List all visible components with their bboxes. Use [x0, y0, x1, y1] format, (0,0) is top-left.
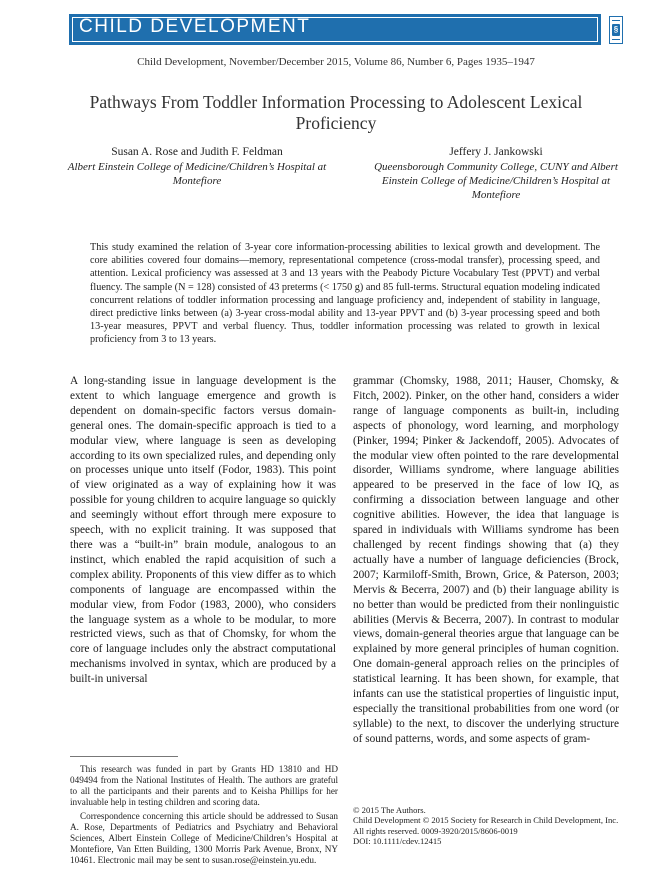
- author-names: Jeffery J. Jankowski: [449, 146, 543, 158]
- correspondence-note: Correspondence concerning this article should be addressed to Susan A. Rose, Departments of Pediatrics and Psychiatry and Behavioral Sciences, Albert Einstein College of Medicine/Children’s Hospital at Montefiore, Van Etten Building, 1300 Morris Park Avenue, Bronx, NY 10461. Electronic mail may be sent to susan.rose@einstein.yu.edu.: [70, 811, 338, 865]
- copyright-line: Child Development © 2015 Society for Research in Child Development, Inc.: [353, 815, 619, 826]
- doi-line: DOI: 10.1111/cdev.12415: [353, 836, 442, 847]
- author-block-left: [66, 145, 328, 188]
- journal-citation: Child Development, November/December 2015, Volume 86, Number 6, Pages 1935–1947: [137, 56, 535, 68]
- journal-banner: [69, 14, 601, 45]
- copyright-line: © 2015 The Authors.: [353, 805, 426, 815]
- journal-name: CHILD DEVELOPMENT: [79, 16, 311, 37]
- copyright-line: All rights reserved. 0009-3920/2015/8606-0019: [353, 825, 518, 836]
- body-column-left: A long-standing issue in language development is the extent to which language emergence and growth is dependent on domain-specific factors versus domain-general ones. The domain-specific approach is tied to a modular view, where language is seen as developing according to its own specialized rules, and depending only on processes unique unto itself (Fodor, 1983). This point of view originated as a way of explaining how it was possible for young children to acquire language so quickly and seemingly without effort through mere exposure to speech, with no explicit training. It was supposed that there was a “built-in” brain module, analogous to an instinct, which enabled the rapid acquisition of such a complex ability. Proponents of this view differ as to which components of language are encompassed within the modular view, from Fodor (1983, 2000), who considers the language system as a whole to be modular, to more restricted views, such as that of Chomsky, for whom the core of language includes only the abstract computational mechanisms involved in syntax, which are produced by a built-in universal: [70, 375, 336, 686]
- abstract: This study examined the relation of 3-year core information-processing abilities to lexical growth and development. The core abilities covered four domains—memory, representational competence (cross-modal transfer), processing speed, and attention. Lexical proficiency was assessed at 3 and 13 years with the Peabody Picture Vocabulary Test (PPVT) and verbal fluency. The sample (N = 128) consisted of 43 preterms (< 1750 g) and 85 full-terms. Structural equation modeling indicated concurrent relations of toddler information processing and language proficiency and, independent of stability in language, direct predictive links between (a) 3-year cross-modal ability and 13-year PPVT and (b) 3-year processing speed and both 13-year measures, PPVT and verbal fluency. Thus, toddler information processing was related to growth in lexical proficiency from 3 to 13 years.: [90, 242, 600, 346]
- body-column-right: grammar (Chomsky, 1988, 2011; Hauser, Chomsky, & Fitch, 2002). Pinker, on the other hand, considers a wider range of language components as built-in, including aspects of phonology, word learning, and morphology (Pinker, 1994; Pinker & Jackendoff, 2005). Advocates of the modular view often pointed to the rare developmental disorder, Williams syndrome, where language abilities appeared to be preserved in the face of low IQ, as confirming a dissociation between language and other cognitive abilities. However, the idea that language is spared in individuals with Williams syndrome has been challenged by recent findings showing that (a) they actually have a number of language deficiencies (Brock, 2007; Karmiloff-Smith, Brown, Grice, & Paterson, 2003; Mervis & Becerra, 2007) and (b) their language ability is no better than would be predicted from their nonlinguistic abilities (Mervis & Becerra, 2007). In contrast to modular views, domain-general theories argue that language can be explained by more general principles of human cognition. One domain-general approach relies on the principles of statistical learning. It has been shown, for example, that infants can use the statistical properties of linguistic input, especially the transitional probabilities from one word (or syllable) to the next, to discover the underlying structure of sound patterns, words, and some aspects of gram-: [353, 375, 619, 745]
- copyright-block: [353, 805, 623, 847]
- author-affiliation: Albert Einstein College of Medicine/Children’s Hospital at Montefiore: [67, 161, 327, 187]
- funding-note: This research was funded in part by Grants HD 13810 and HD 049494 from the National Institutes of Health. The authors are grateful to all the participants and their parents and to Keisha Phillips for her invaluable help in testing children and scoring data.: [70, 764, 338, 807]
- footnotes: [70, 764, 338, 869]
- article-title: Pathways From Toddler Information Processing to Adolescent Lexical Proficiency: [89, 92, 583, 133]
- footnote-divider: [70, 756, 178, 757]
- srcd-logo-icon: §: [609, 16, 623, 44]
- author-block-right: [360, 145, 632, 202]
- author-affiliation: Queensborough Community College, CUNY and Albert Einstein College of Medicine/Children’s Hospital at Montefiore: [374, 161, 618, 201]
- author-names: Susan A. Rose and Judith F. Feldman: [111, 146, 283, 158]
